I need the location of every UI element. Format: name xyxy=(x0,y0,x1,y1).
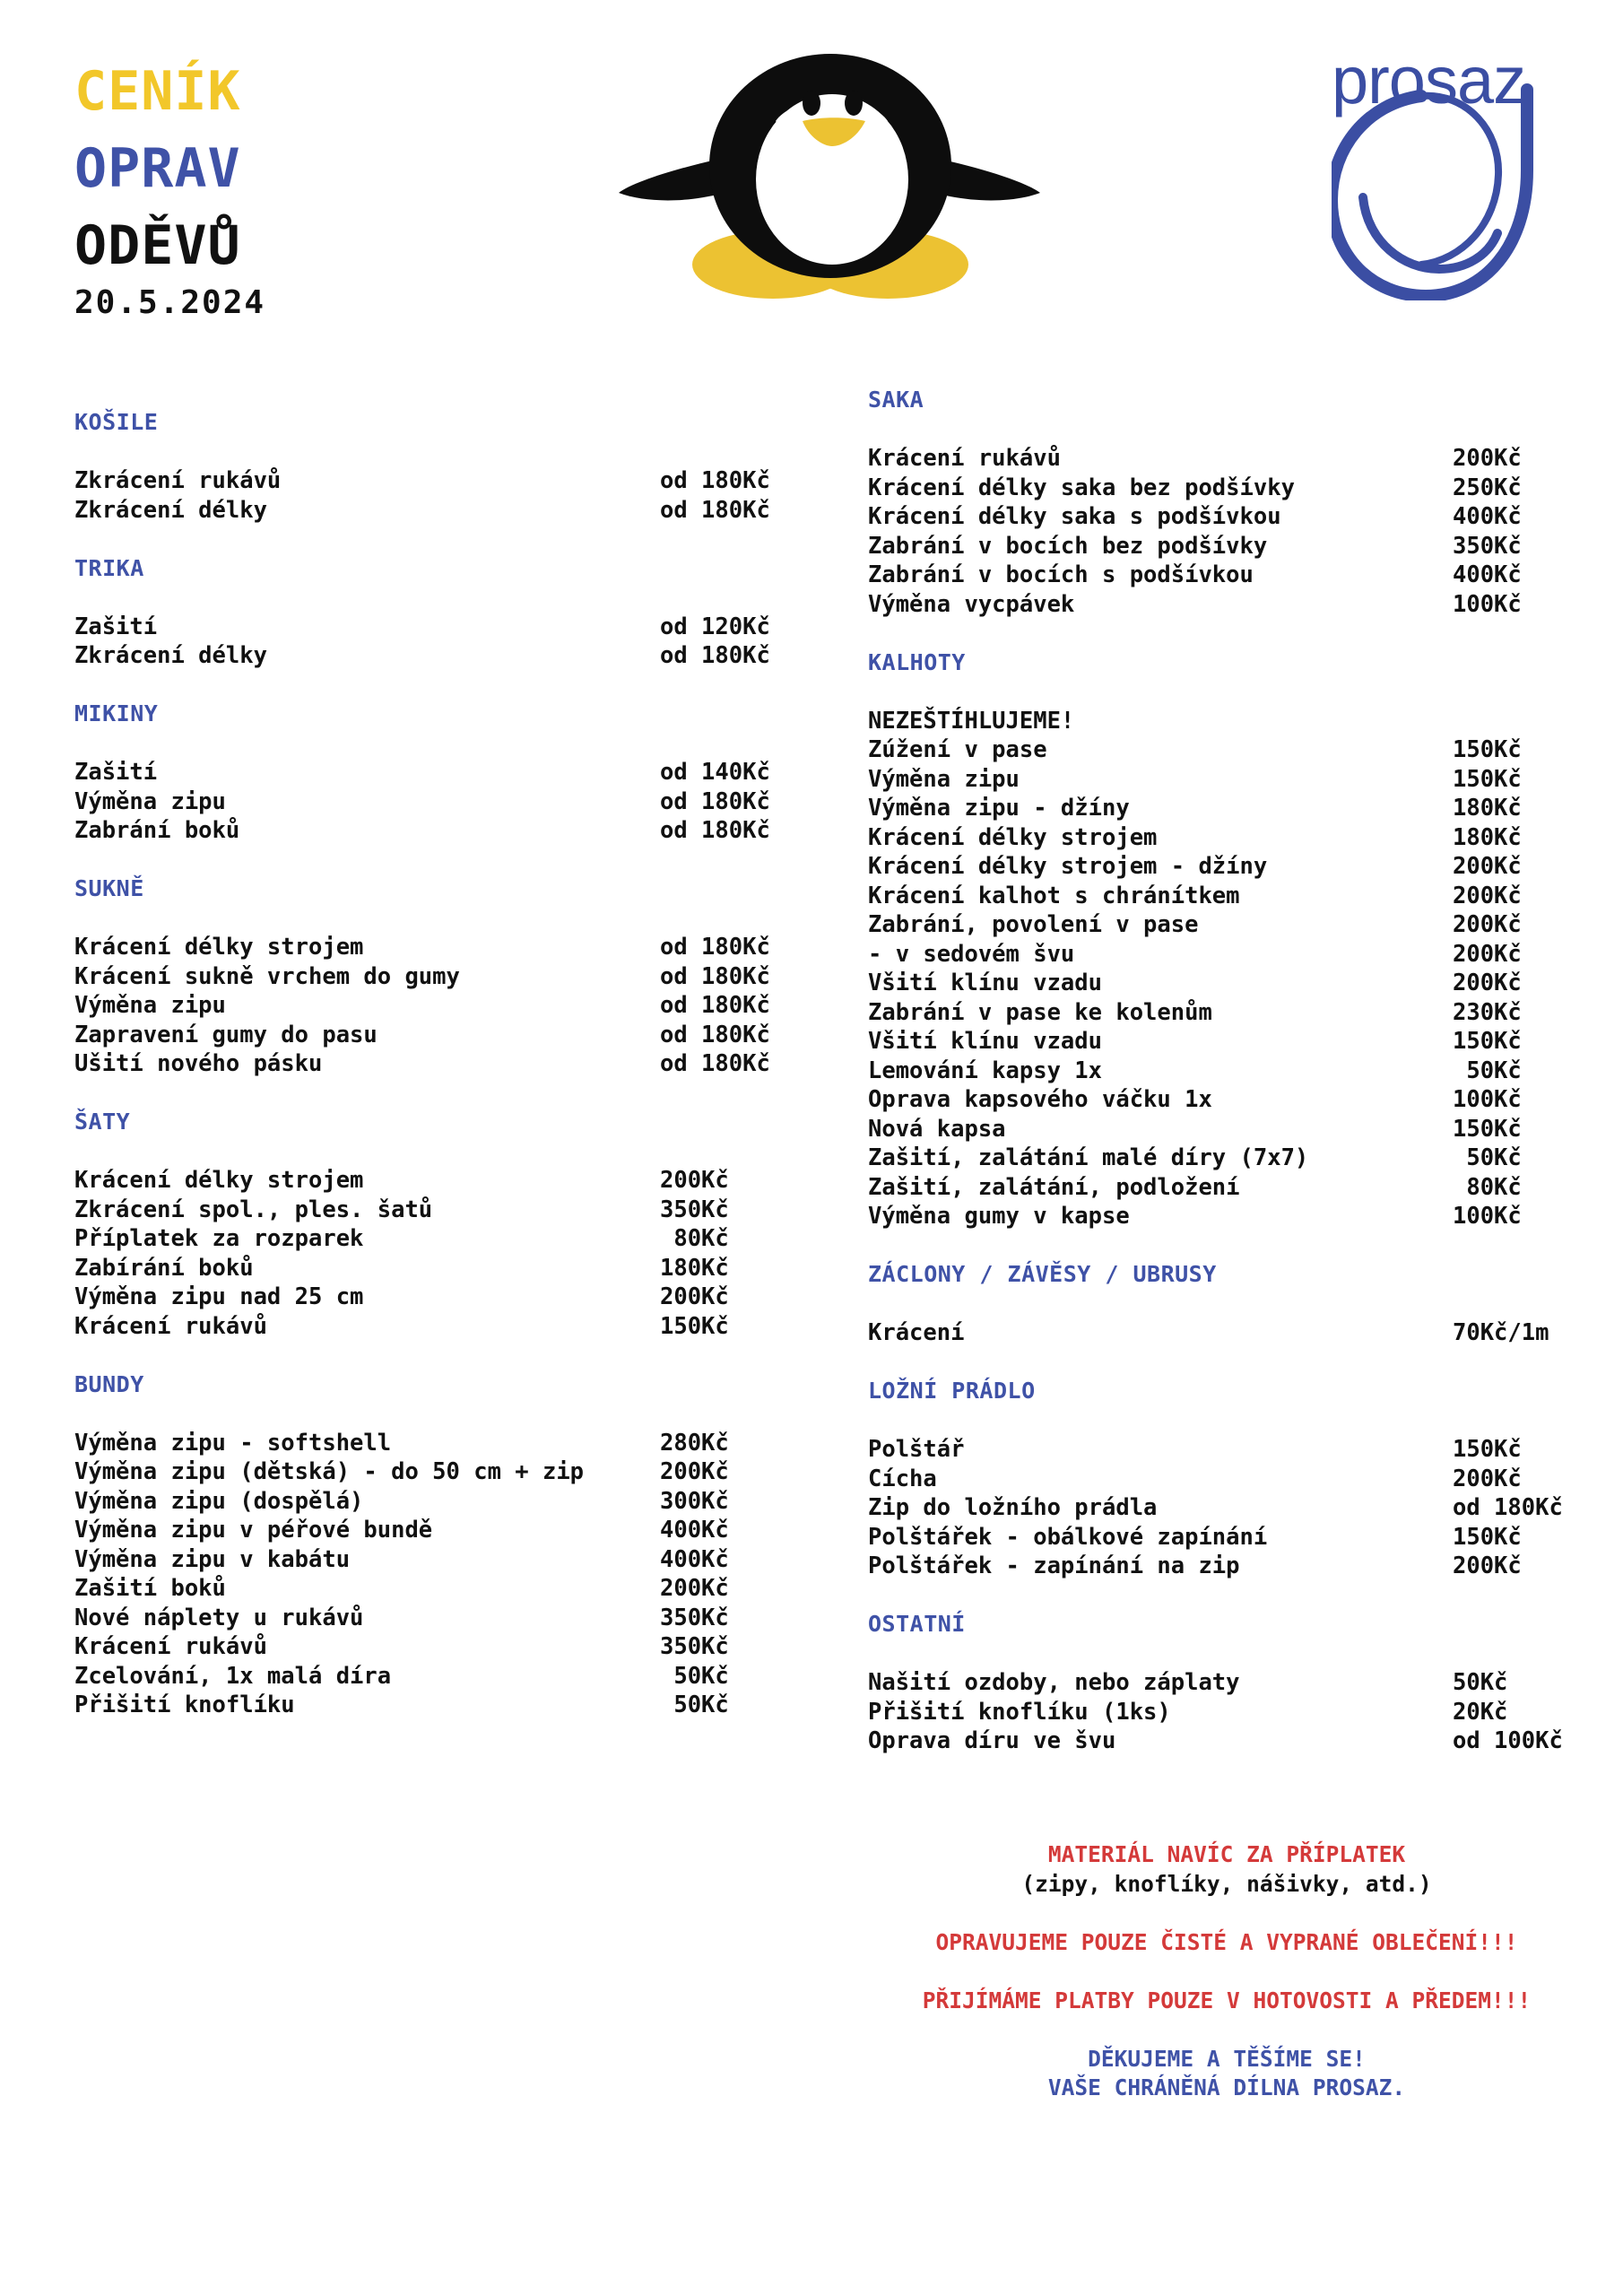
price-row xyxy=(868,474,1585,503)
service-price: 200Kč xyxy=(660,1458,729,1485)
price-row xyxy=(74,1312,810,1342)
service-price: 150Kč xyxy=(1453,1115,1522,1143)
service-label: Zabírání boků xyxy=(74,1254,254,1282)
price-section xyxy=(74,554,810,671)
service-price: 400Kč xyxy=(660,1545,729,1573)
section-items xyxy=(868,1318,1585,1348)
section-items xyxy=(74,758,810,846)
service-label: Výměna zipu v péřové bundě xyxy=(74,1517,433,1544)
price-row xyxy=(74,816,810,846)
service-price: 80Kč xyxy=(1453,1173,1522,1201)
section-items xyxy=(74,1429,810,1720)
service-price: 350Kč xyxy=(660,1196,729,1223)
service-price: 350Kč xyxy=(1453,532,1522,560)
service-price: 180Kč xyxy=(660,1254,729,1282)
service-label: - v sedovém švu xyxy=(868,940,1075,968)
price-row xyxy=(74,1224,810,1254)
price-row xyxy=(868,1202,1585,1231)
service-price: od 180Kč xyxy=(660,1050,770,1077)
price-row xyxy=(74,1574,810,1604)
service-label: Výměna vycpávek xyxy=(868,590,1075,618)
price-row xyxy=(74,787,810,817)
service-label: Přišití knoflíku (1ks) xyxy=(868,1698,1171,1726)
price-row xyxy=(868,1698,1585,1727)
left-price-column xyxy=(74,408,810,1720)
price-row xyxy=(74,1632,810,1662)
price-row xyxy=(868,1318,1585,1348)
price-row xyxy=(74,1429,810,1458)
service-price: 150Kč xyxy=(660,1312,729,1340)
price-row xyxy=(868,852,1585,882)
cash-payment-notice: PŘIJÍMÁME PLATBY POUZE V HOTOVOSTI A PŘEDEM!!! xyxy=(922,1987,1532,2013)
price-row xyxy=(868,765,1585,795)
service-price: 150Kč xyxy=(1453,1436,1522,1463)
price-row xyxy=(74,641,810,671)
price-row xyxy=(868,1523,1585,1552)
price-row xyxy=(74,1021,810,1050)
service-price: 50Kč xyxy=(1453,1669,1508,1696)
service-label: Zašití, zalátání, podložení xyxy=(868,1173,1240,1201)
price-row xyxy=(868,1726,1585,1756)
service-price: 350Kč xyxy=(660,1633,729,1660)
section-items xyxy=(868,444,1585,619)
section-items xyxy=(868,1435,1585,1581)
service-price: 100Kč xyxy=(1453,1086,1522,1113)
section-heading: LOŽNÍ PRÁDLO xyxy=(868,1378,1036,1404)
price-section xyxy=(868,386,1585,619)
service-price: 200Kč xyxy=(1453,445,1522,472)
service-label: Zapravení gumy do pasu xyxy=(74,1021,378,1048)
service-price: 200Kč xyxy=(1453,853,1522,880)
section-items xyxy=(868,1668,1585,1756)
service-price: 150Kč xyxy=(1453,765,1522,793)
service-label: Polštářek - obálkové zapínání xyxy=(868,1523,1268,1551)
prosaz-logo xyxy=(1332,40,1533,300)
service-label: Zkrácení délky xyxy=(74,496,267,524)
price-row xyxy=(868,444,1585,474)
price-row xyxy=(868,1144,1585,1173)
service-price: 50Kč xyxy=(660,1692,729,1718)
material-surcharge-note: MATERIÁL NAVÍC ZA PŘÍPLATEK xyxy=(1047,1841,1406,1867)
service-label: Krácení rukávů xyxy=(74,1633,267,1660)
service-label: Oprava díru ve švu xyxy=(868,1727,1116,1754)
service-label: Výměna zipu (dospělá) xyxy=(74,1487,364,1515)
service-price: 400Kč xyxy=(660,1517,729,1544)
section-heading: ZÁCLONY / ZÁVĚSY / UBRUSY xyxy=(868,1261,1217,1287)
price-row xyxy=(74,496,810,526)
price-row xyxy=(74,1166,810,1196)
service-price: od 180Kč xyxy=(660,787,770,815)
material-examples: (zipy, knoflíky, nášivky, atd.) xyxy=(1021,1870,1432,1897)
price-row xyxy=(868,1085,1585,1115)
service-label: Krácení rukávů xyxy=(74,1312,267,1340)
service-price: 350Kč xyxy=(660,1604,729,1631)
service-price: 200Kč xyxy=(660,1283,729,1310)
price-row xyxy=(74,1457,810,1487)
right-price-column xyxy=(868,386,1585,1756)
price-row xyxy=(868,1115,1585,1144)
service-label: Našití ozdoby, nebo záplaty xyxy=(868,1669,1240,1696)
section-items xyxy=(74,613,810,671)
section-note: NEZEŠTÍHLUJEME! xyxy=(868,707,1075,735)
service-price: od 180Kč xyxy=(660,496,770,524)
price-row xyxy=(868,1027,1585,1057)
service-price: od 180Kč xyxy=(660,817,770,844)
section-heading: ŠATY xyxy=(74,1109,131,1135)
service-label: Zašití boků xyxy=(74,1575,226,1602)
service-price: 400Kč xyxy=(1453,503,1522,530)
service-price: od 100Kč xyxy=(1453,1727,1563,1754)
service-price: 80Kč xyxy=(660,1225,729,1252)
price-row xyxy=(868,1552,1585,1581)
service-price: 100Kč xyxy=(1453,1203,1522,1230)
service-label: Krácení xyxy=(868,1319,965,1346)
price-row xyxy=(868,1465,1585,1494)
service-price: 400Kč xyxy=(1453,561,1522,588)
service-label: Výměna zipu xyxy=(74,992,226,1019)
service-label: Výměna zipu nad 25 cm xyxy=(74,1283,364,1310)
price-row xyxy=(868,882,1585,911)
section-heading: KOŠILE xyxy=(74,409,159,435)
price-row xyxy=(74,758,810,787)
price-row xyxy=(74,613,810,642)
service-price: od 180Kč xyxy=(660,934,770,961)
service-price: 50Kč xyxy=(1453,1144,1522,1171)
service-price: 20Kč xyxy=(1453,1698,1508,1726)
service-label: Nová kapsa xyxy=(868,1115,1006,1143)
service-price: 230Kč xyxy=(1453,998,1522,1026)
service-label: Krácení délky strojem xyxy=(74,934,364,961)
service-label: Krácení délky strojem xyxy=(74,1167,364,1194)
price-row xyxy=(868,1173,1585,1203)
service-label: Příplatek za rozparek xyxy=(74,1225,364,1252)
logo-text: prosaz xyxy=(1332,43,1526,117)
service-price: od 180Kč xyxy=(660,467,770,494)
service-price: od 120Kč xyxy=(660,613,770,640)
price-row xyxy=(868,532,1585,561)
title-line-2: OPRAV xyxy=(74,137,241,200)
section-heading: BUNDY xyxy=(74,1370,144,1397)
price-row xyxy=(868,794,1585,823)
service-price: 180Kč xyxy=(1453,795,1522,822)
service-label: Zašití xyxy=(74,613,158,640)
service-price: 50Kč xyxy=(1453,1057,1522,1084)
price-row xyxy=(74,962,810,992)
service-price: 200Kč xyxy=(1453,1465,1522,1492)
service-price: 280Kč xyxy=(660,1429,729,1457)
service-price: od 180Kč xyxy=(660,642,770,669)
service-price: od 180Kč xyxy=(660,962,770,990)
price-row xyxy=(74,933,810,962)
price-list-date: 20.5.2024 xyxy=(74,284,266,321)
service-label: Krácení kalhot s chránítkem xyxy=(868,882,1240,909)
service-label: Výměna zipu xyxy=(74,787,226,815)
price-row xyxy=(868,1668,1585,1698)
service-price: 70Kč/1m xyxy=(1453,1319,1549,1346)
service-price: 150Kč xyxy=(1453,1028,1522,1055)
price-section xyxy=(868,1610,1585,1756)
price-section xyxy=(868,1260,1585,1348)
service-label: Všití klínu vzadu xyxy=(868,970,1102,996)
section-items xyxy=(74,933,810,1079)
service-label: Zabrání v pase ke kolenům xyxy=(868,998,1212,1026)
section-items xyxy=(74,466,810,525)
price-row xyxy=(868,735,1585,765)
service-price: 200Kč xyxy=(1453,1552,1522,1579)
service-label: Lemování kapsy 1x xyxy=(868,1057,1102,1084)
service-label: Zašití xyxy=(74,759,158,786)
service-price: od 180Kč xyxy=(1453,1494,1563,1521)
service-label: Zcelování, 1x malá díra xyxy=(74,1662,392,1690)
title-line-3: ODĚVŮ xyxy=(74,214,241,277)
service-price: 200Kč xyxy=(1453,970,1522,996)
price-row xyxy=(868,561,1585,590)
service-label: Cícha xyxy=(868,1465,937,1492)
price-section xyxy=(74,1370,810,1720)
price-section xyxy=(74,408,810,525)
service-label: Všití klínu vzadu xyxy=(868,1028,1102,1055)
service-label: Zkrácení spol., ples. šatů xyxy=(74,1196,433,1223)
service-price: 50Kč xyxy=(660,1662,729,1690)
section-heading: OSTATNÍ xyxy=(868,1611,966,1637)
price-row xyxy=(868,998,1585,1028)
penguin-icon xyxy=(619,45,1040,300)
service-label: Polštář xyxy=(868,1436,965,1463)
price-row xyxy=(868,590,1585,620)
service-price: 200Kč xyxy=(1453,940,1522,968)
price-row xyxy=(868,1057,1585,1086)
service-label: Přišití knoflíku xyxy=(74,1692,295,1718)
service-label: Zkrácení rukávů xyxy=(74,467,282,494)
price-section xyxy=(868,1377,1585,1581)
service-price: 300Kč xyxy=(660,1487,729,1515)
price-section xyxy=(74,874,810,1079)
service-price: od 180Kč xyxy=(660,1021,770,1048)
price-row xyxy=(868,940,1585,970)
price-row xyxy=(868,969,1585,998)
service-price: 200Kč xyxy=(1453,882,1522,909)
service-price: 150Kč xyxy=(1453,1523,1522,1551)
service-label: Oprava kapsového váčku 1x xyxy=(868,1086,1212,1113)
service-label: Zabrání v bocích bez podšívky xyxy=(868,532,1268,560)
service-label: Polštářek - zapínání na zip xyxy=(868,1552,1240,1579)
service-label: Krácení délky strojem xyxy=(868,823,1158,851)
service-label: Výměna zipu (dětská) - do 50 cm + zip xyxy=(74,1458,585,1485)
price-row xyxy=(74,1604,810,1633)
service-label: Zip do ložního prádla xyxy=(868,1494,1158,1521)
service-label: Zabrání boků xyxy=(74,817,240,844)
price-row xyxy=(74,991,810,1021)
service-label: Zabrání v bocích s podšívkou xyxy=(868,561,1254,588)
price-row xyxy=(74,1049,810,1079)
price-row xyxy=(74,1662,810,1692)
price-row xyxy=(74,1691,810,1720)
service-label: Krácení délky saka bez podšívky xyxy=(868,474,1295,501)
price-row xyxy=(74,1487,810,1517)
service-price: 180Kč xyxy=(1453,823,1522,851)
service-label: Výměna zipu - džíny xyxy=(868,795,1130,822)
service-label: Výměna zipu - softshell xyxy=(74,1429,392,1457)
service-label: Zúžení v pase xyxy=(868,736,1047,763)
price-row xyxy=(868,910,1585,940)
service-label: Zkrácení délky xyxy=(74,642,267,669)
workshop-signature: VAŠE CHRÁNĚNÁ DÍLNA PROSAZ. xyxy=(1047,2074,1406,2100)
service-label: Ušití nového pásku xyxy=(74,1050,323,1077)
price-row xyxy=(74,1516,810,1545)
service-label: Nové náplety u rukávů xyxy=(74,1604,364,1631)
footer-notes xyxy=(868,1840,1585,2103)
service-price: 150Kč xyxy=(1453,736,1522,763)
service-label: Krácení délky saka s podšívkou xyxy=(868,503,1281,530)
service-label: Krácení rukávů xyxy=(868,445,1061,472)
service-label: Krácení délky strojem - džíny xyxy=(868,853,1268,880)
title-line-1: CENÍK xyxy=(74,60,241,123)
price-row xyxy=(868,1493,1585,1523)
section-items xyxy=(868,707,1585,1231)
price-section xyxy=(74,1108,810,1341)
price-section xyxy=(74,700,810,846)
service-label: Krácení sukně vrchem do gumy xyxy=(74,962,460,990)
price-row xyxy=(868,502,1585,532)
price-row xyxy=(868,823,1585,853)
service-price: 100Kč xyxy=(1453,590,1522,618)
section-heading: SAKA xyxy=(868,387,924,413)
service-label: Výměna zipu v kabátu xyxy=(74,1545,351,1573)
clean-clothes-notice: OPRAVUJEME POUZE ČISTÉ A VYPRANÉ OBLEČENÍ!!! xyxy=(935,1928,1518,1955)
section-heading: SUKNĚ xyxy=(74,875,144,901)
price-row xyxy=(74,1283,810,1312)
service-price: od 180Kč xyxy=(660,992,770,1019)
price-section xyxy=(868,648,1585,1231)
section-heading: KALHOTY xyxy=(868,648,966,675)
service-price: 200Kč xyxy=(660,1575,729,1602)
price-row xyxy=(74,1196,810,1225)
service-price: 250Kč xyxy=(1453,474,1522,501)
thanks-line: DĚKUJEME A TĚŠÍME SE! xyxy=(1088,2045,1366,2072)
section-heading: MIKINY xyxy=(74,700,159,726)
price-row xyxy=(74,1545,810,1575)
service-price: od 140Kč xyxy=(660,759,770,786)
service-label: Výměna gumy v kapse xyxy=(868,1203,1130,1230)
section-items xyxy=(74,1166,810,1341)
price-row xyxy=(868,1435,1585,1465)
section-heading: TRIKA xyxy=(74,554,144,581)
service-label: Zašití, zalátání malé díry (7x7) xyxy=(868,1144,1309,1171)
price-row xyxy=(74,1254,810,1283)
service-label: Výměna zipu xyxy=(868,765,1020,793)
service-price: 200Kč xyxy=(660,1167,729,1194)
service-price: 200Kč xyxy=(1453,911,1522,938)
price-row xyxy=(74,466,810,496)
service-label: Zabrání, povolení v pase xyxy=(868,911,1199,938)
